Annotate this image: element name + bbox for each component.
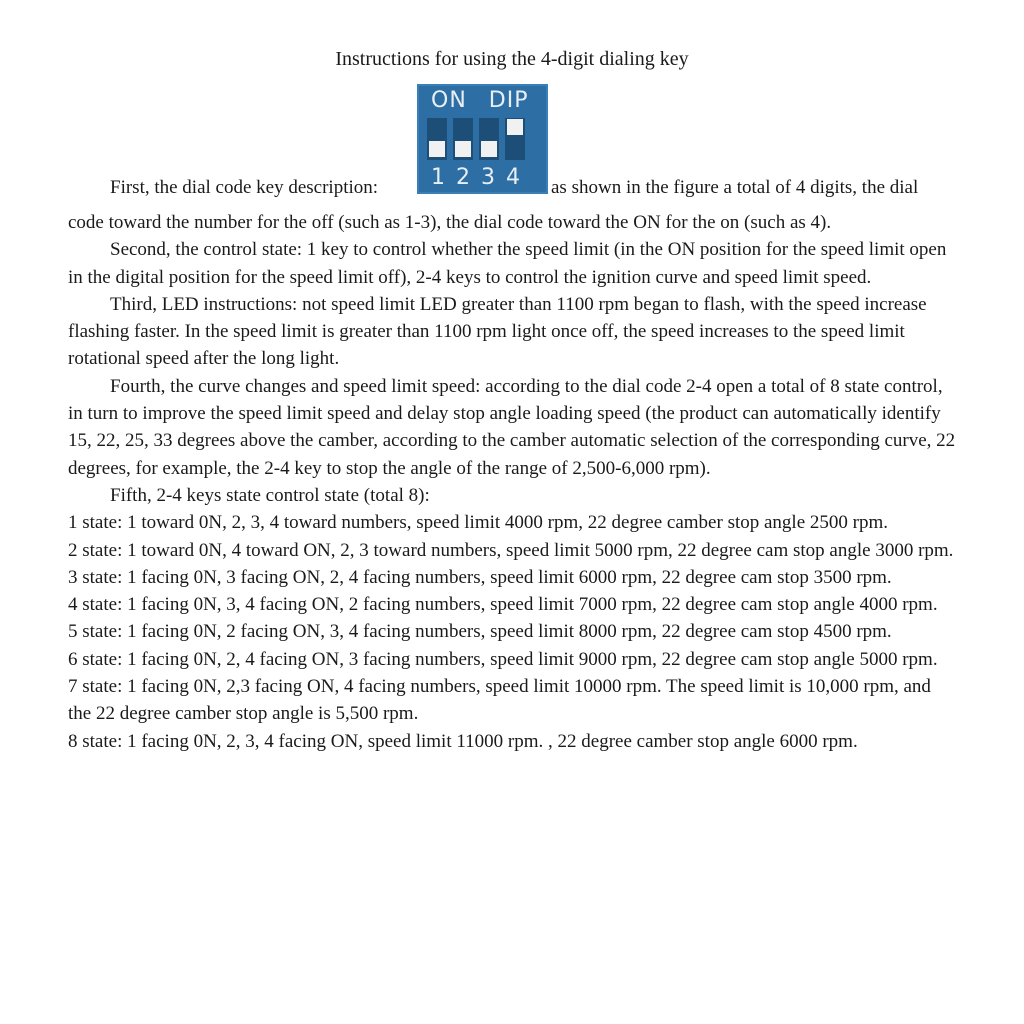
dip-on-label: ON bbox=[431, 88, 467, 113]
page-title: Instructions for using the 4-digit dialing key bbox=[335, 48, 689, 70]
dip-knob-1 bbox=[429, 141, 445, 157]
dip-number: 2 bbox=[456, 165, 470, 190]
paragraph-first-lead: First, the dial code key description: bbox=[110, 177, 379, 198]
dip-switch-2 bbox=[453, 118, 473, 160]
dip-knob-3 bbox=[481, 141, 497, 157]
dip-number-row bbox=[431, 165, 520, 190]
state-line-6: 6 state: 1 facing 0N, 2, 4 facing ON, 3 facing numbers, speed limit 9000 rpm, 22 degree cam stop angle 5000 rpm. bbox=[68, 648, 938, 670]
paragraph-third: Third, LED instructions: not speed limit LED greater than 1100 rpm began to flash, with the speed increase flashing faster. In the speed limit is greater than 1100 rpm light once off, the speed increases to the speed limit rotational speed after the long light. bbox=[68, 293, 927, 370]
state-line-2: 2 state: 1 toward 0N, 4 toward ON, 2, 3 toward numbers, speed limit 5000 rpm, 22 degree cam stop angle 3000 rpm. bbox=[68, 539, 954, 561]
dip-switch-4 bbox=[505, 118, 525, 160]
dip-header bbox=[417, 88, 548, 113]
state-line-8: 8 state: 1 facing 0N, 2, 3, 4 facing ON, speed limit 11000 rpm. , 22 degree camber stop angle 6000 rpm. bbox=[68, 730, 858, 752]
state-line-5: 5 state: 1 facing 0N, 2 facing ON, 3, 4 facing numbers, speed limit 8000 rpm, 22 degree cam stop 4500 rpm. bbox=[68, 621, 892, 643]
state-line-4: 4 state: 1 facing 0N, 3, 4 facing ON, 2 facing numbers, speed limit 7000 rpm, 22 degree cam stop angle 4000 rpm. bbox=[68, 594, 938, 616]
paragraph-first-tail: as shown in the figure a total of 4 digits, the dial bbox=[551, 177, 919, 198]
paragraph-fourth: Fourth, the curve changes and speed limit speed: according to the dial code 2-4 open a total of 8 state control, in turn to improve the speed limit speed and delay stop angle loading speed (the product can automatically identify 15, 22, 25, 33 degrees above the camber, according to the camber automatic selection of the corresponding curve, 22 degrees, for example, the 2-4 key to stop the angle of the range of 2,500-6,000 rpm). bbox=[68, 375, 956, 479]
dip-dip-label: DIP bbox=[488, 88, 529, 113]
dip-switch-1 bbox=[427, 118, 447, 160]
dip-knob-2 bbox=[455, 141, 471, 157]
dip-number: 1 bbox=[431, 165, 445, 190]
dip-knob-4 bbox=[507, 119, 523, 135]
dip-number: 3 bbox=[481, 165, 495, 190]
body-text bbox=[68, 209, 958, 755]
dip-switch-3 bbox=[479, 118, 499, 160]
dip-switch-image bbox=[417, 84, 548, 194]
dip-switch-row bbox=[427, 118, 525, 160]
state-line-1: 1 state: 1 toward 0N, 2, 3, 4 toward numbers, speed limit 4000 rpm, 22 degree camber stop angle 2500 rpm. bbox=[68, 512, 888, 534]
dip-number: 4 bbox=[506, 165, 520, 190]
paragraph-second: Second, the control state: 1 key to control whether the speed limit (in the ON position for the speed limit open in the digital position for the speed limit off), 2-4 keys to control the ignition curve and speed limit speed. bbox=[68, 239, 947, 288]
paragraph-first-continued: code toward the number for the off (such as 1-3), the dial code toward the ON for the on (such as 4). bbox=[68, 212, 832, 233]
state-line-7: 7 state: 1 facing 0N, 2,3 facing ON, 4 facing numbers, speed limit 10000 rpm. The speed limit is 10,000 rpm, and the 22 degree camber stop angle is 5,500 rpm. bbox=[68, 676, 931, 725]
paragraph-fifth: Fifth, 2-4 keys state control state (total 8): bbox=[110, 484, 430, 506]
state-line-3: 3 state: 1 facing 0N, 3 facing ON, 2, 4 facing numbers, speed limit 6000 rpm, 22 degree cam stop 3500 rpm. bbox=[68, 566, 892, 588]
